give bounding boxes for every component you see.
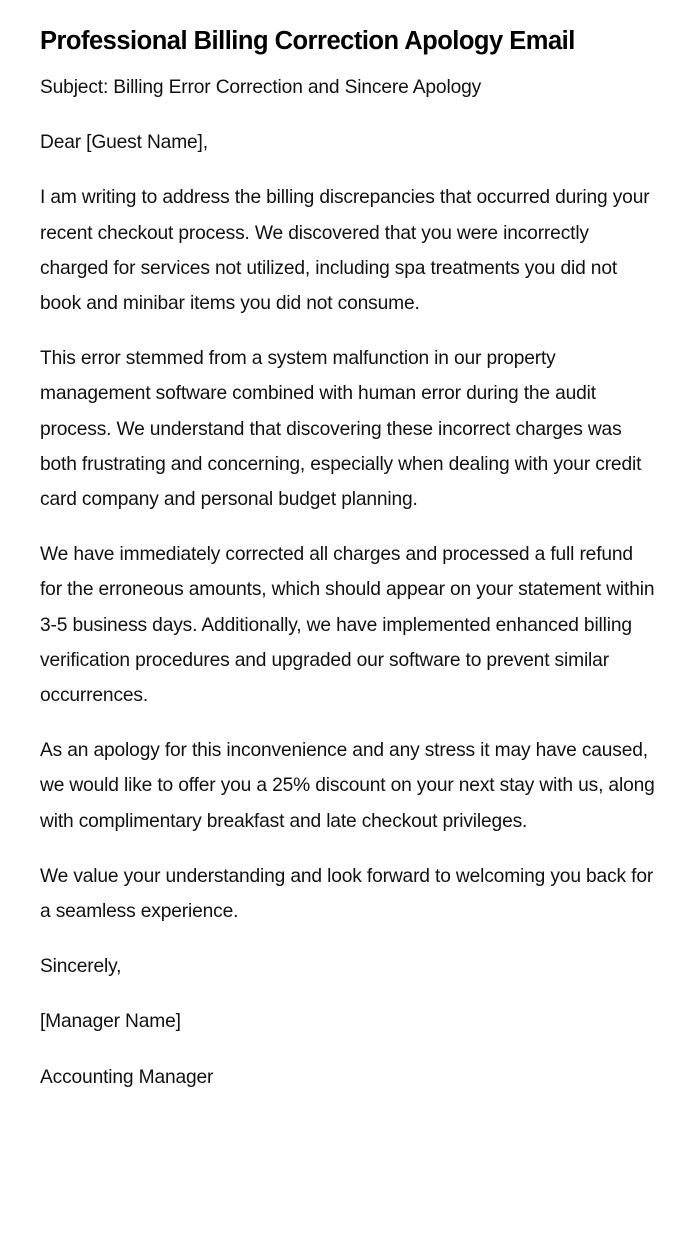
signature-name: [Manager Name] (40, 1011, 181, 1033)
body-paragraph-compensation-offer: As an apology for this inconvenience and any stress it may have caused, we would like to offer you a 25% discount on your next stay with us, along with complimentary breakfast and late checkout privileges. (40, 740, 655, 832)
email-greeting: Dear [Guest Name], (40, 132, 208, 154)
body-paragraph-closing-remark: We value your understanding and look forward to welcoming you back for a seamless experience. (40, 865, 654, 923)
signature-title: Accounting Manager (40, 1066, 214, 1088)
body-paragraph-error-cause: This error stemmed from a system malfunction in our property management software combined with human error during the audit process. We understand that discovering these incorrect charges was both frustrating and concerning, especially when dealing with your credit card company and personal budget planning. (40, 348, 642, 511)
page-title: Professional Billing Correction Apology Email (40, 27, 575, 55)
body-paragraph-billing-discrepancy: I am writing to address the billing discrepancies that occurred during your recent checkout process. We discovered that you were incorrectly charged for services not utilized, including spa treatments you did not book and minibar items you did not consume. (40, 187, 650, 315)
email-subject-line: Subject: Billing Error Correction and Sincere Apology (40, 77, 482, 98)
email-closing: Sincerely, (40, 956, 122, 978)
body-paragraph-refund: We have immediately corrected all charges and processed a full refund for the erroneous amounts, which should appear on your statement within 3-5 business days. Additionally, we have implemented enhanced billing verification procedures and upgraded our software to prevent similar occurrences. (40, 544, 655, 707)
